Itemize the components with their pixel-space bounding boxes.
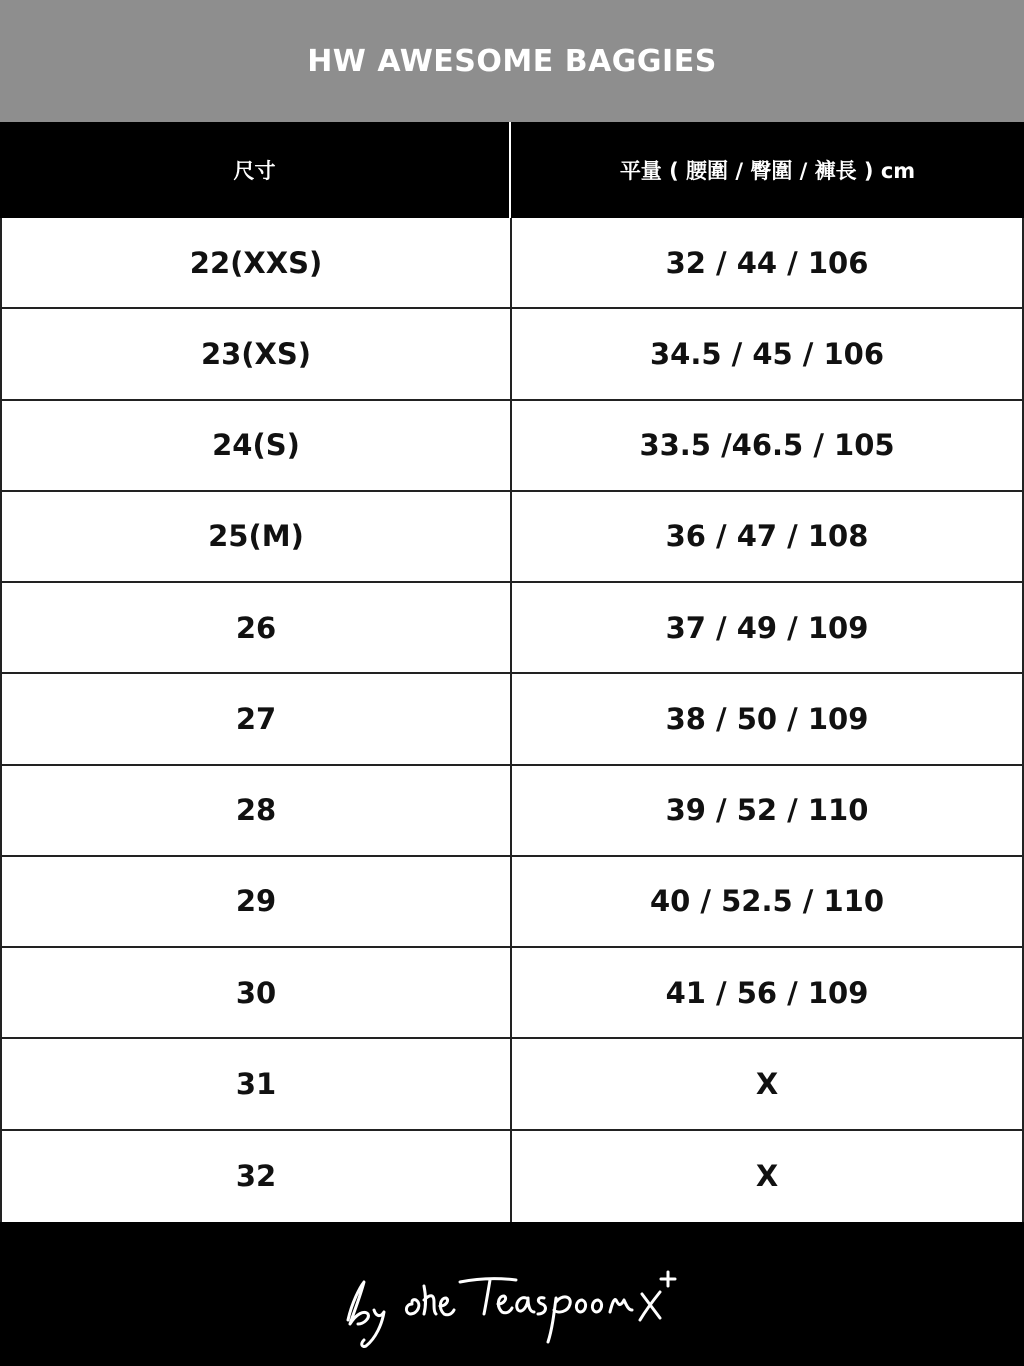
size-cell: 23(XS) <box>0 309 512 398</box>
measure-cell: X <box>512 1039 1024 1128</box>
table-row <box>0 309 1024 400</box>
measure-cell: 41 / 56 / 109 <box>512 948 1024 1037</box>
measure-cell: 40 / 52.5 / 110 <box>512 857 1024 946</box>
measure-cell: 33.5 /46.5 / 105 <box>512 401 1024 490</box>
page-title: HW AWESOME BAGGIES <box>307 43 717 79</box>
size-cell: 22(XXS) <box>0 218 512 307</box>
size-cell: 29 <box>0 857 512 946</box>
measure-cell: 39 / 52 / 110 <box>512 766 1024 855</box>
measure-cell: 32 / 44 / 106 <box>512 218 1024 307</box>
table-row <box>0 1131 1024 1222</box>
brand-signature-logo <box>330 1242 700 1352</box>
size-cell: 31 <box>0 1039 512 1128</box>
table-row <box>0 401 1024 492</box>
size-cell: 30 <box>0 948 512 1037</box>
header-measure: 平量 ( 腰圍 / 臀圍 / 褲長 ) cm <box>619 159 916 183</box>
table-row <box>0 948 1024 1039</box>
size-cell: 28 <box>0 766 512 855</box>
footer <box>0 1222 1024 1366</box>
size-cell: 24(S) <box>0 401 512 490</box>
table-row <box>0 583 1024 674</box>
size-cell: 32 <box>0 1131 512 1222</box>
table-row <box>0 218 1024 309</box>
measure-cell: 37 / 49 / 109 <box>512 583 1024 672</box>
measure-cell: 36 / 47 / 108 <box>512 492 1024 581</box>
size-table <box>0 218 1024 1222</box>
size-cell: 26 <box>0 583 512 672</box>
table-row <box>0 1039 1024 1130</box>
table-row <box>0 766 1024 857</box>
measure-cell: X <box>512 1131 1024 1222</box>
size-cell: 25(M) <box>0 492 512 581</box>
table-row <box>0 492 1024 583</box>
table-row <box>0 674 1024 765</box>
title-bar <box>0 0 1024 122</box>
measure-cell: 38 / 50 / 109 <box>512 674 1024 763</box>
header-size: 尺寸 <box>0 122 511 218</box>
table-row <box>0 857 1024 948</box>
measure-cell: 34.5 / 45 / 106 <box>512 309 1024 398</box>
size-cell: 27 <box>0 674 512 763</box>
table-header <box>0 122 1024 218</box>
